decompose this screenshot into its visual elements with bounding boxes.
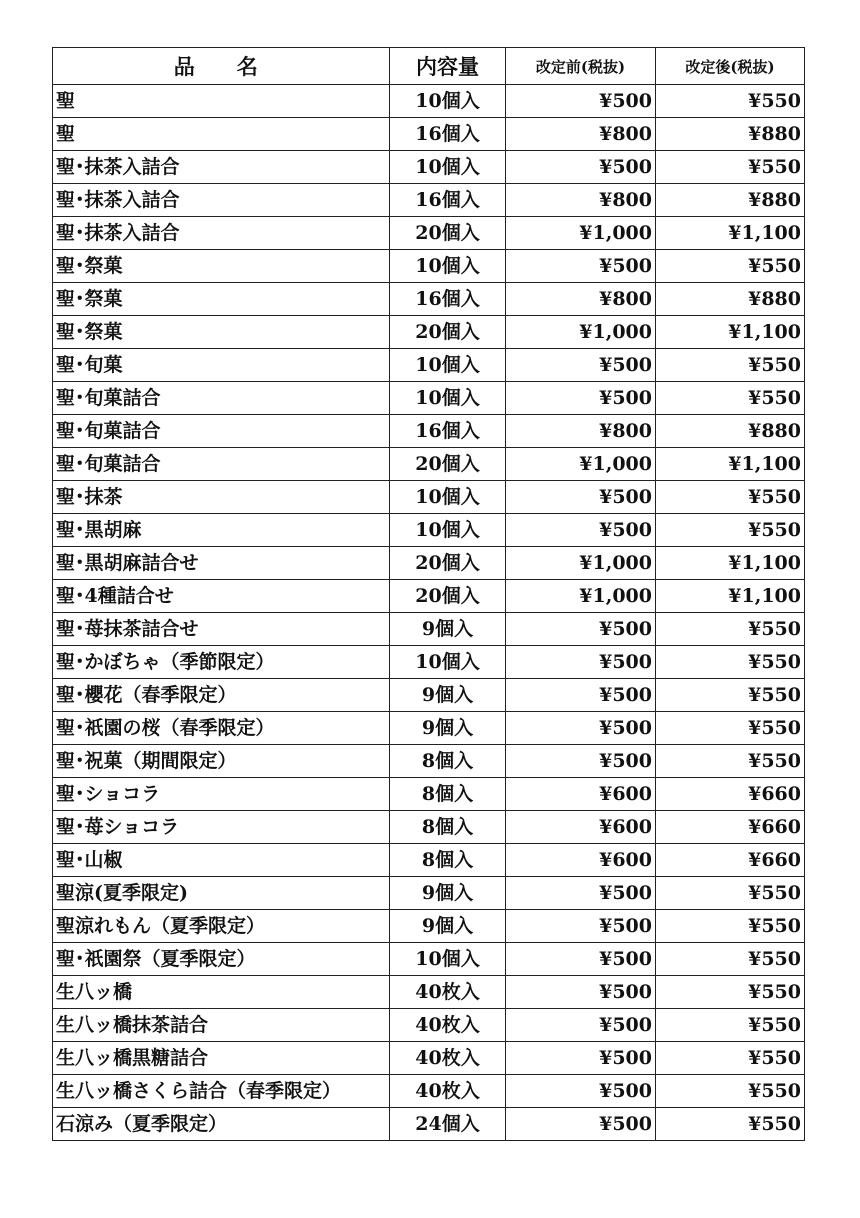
quantity-cell: 16個入	[390, 283, 506, 316]
quantity-cell: 10個入	[390, 382, 506, 415]
price-before-cell: ¥500	[506, 613, 656, 646]
quantity-cell: 10個入	[390, 943, 506, 976]
price-before-cell: ¥500	[506, 712, 656, 745]
quantity-cell: 16個入	[390, 184, 506, 217]
price-before-cell: ¥500	[506, 646, 656, 679]
quantity-cell: 20個入	[390, 217, 506, 250]
product-name-cell: 聖	[53, 85, 390, 118]
product-name-cell: 聖･祇園の桜（春季限定）	[53, 712, 390, 745]
product-name-cell: 生八ッ橋	[53, 976, 390, 1009]
price-after-cell: ¥1,100	[656, 547, 805, 580]
price-after-cell: ¥550	[656, 877, 805, 910]
table-row	[53, 943, 805, 976]
price-after-cell: ¥660	[656, 844, 805, 877]
quantity-cell: 10個入	[390, 250, 506, 283]
table-row	[53, 151, 805, 184]
price-after-cell: ¥550	[656, 613, 805, 646]
product-name-cell: 聖･祭菓	[53, 283, 390, 316]
table-row	[53, 1009, 805, 1042]
quantity-cell: 10個入	[390, 349, 506, 382]
product-name-cell: 聖･ショコラ	[53, 778, 390, 811]
table-row	[53, 514, 805, 547]
price-after-cell: ¥880	[656, 118, 805, 151]
price-before-cell: ¥500	[506, 481, 656, 514]
table-row	[53, 679, 805, 712]
quantity-cell: 10個入	[390, 481, 506, 514]
quantity-cell: 8個入	[390, 811, 506, 844]
price-before-cell: ¥500	[506, 85, 656, 118]
product-name-cell: 聖･櫻花（春季限定）	[53, 679, 390, 712]
price-before-cell: ¥500	[506, 679, 656, 712]
quantity-cell: 16個入	[390, 415, 506, 448]
quantity-cell: 40枚入	[390, 1009, 506, 1042]
header-price-after: 改定後(税抜)	[656, 48, 805, 85]
product-name-cell: 聖･黒胡麻	[53, 514, 390, 547]
product-name-cell: 石涼み（夏季限定）	[53, 1108, 390, 1141]
table-row	[53, 580, 805, 613]
price-after-cell: ¥550	[656, 349, 805, 382]
product-name-cell: 聖･苺抹茶詰合せ	[53, 613, 390, 646]
price-after-cell: ¥550	[656, 151, 805, 184]
quantity-cell: 8個入	[390, 844, 506, 877]
price-after-cell: ¥660	[656, 811, 805, 844]
price-after-cell: ¥880	[656, 184, 805, 217]
price-after-cell: ¥550	[656, 679, 805, 712]
price-before-cell: ¥500	[506, 514, 656, 547]
price-after-cell: ¥550	[656, 382, 805, 415]
quantity-cell: 20個入	[390, 580, 506, 613]
table-row	[53, 118, 805, 151]
price-before-cell: ¥800	[506, 118, 656, 151]
table-body	[53, 85, 805, 1141]
price-after-cell: ¥550	[656, 646, 805, 679]
quantity-cell: 9個入	[390, 679, 506, 712]
price-before-cell: ¥500	[506, 943, 656, 976]
price-before-cell: ¥1,000	[506, 547, 656, 580]
table-row	[53, 448, 805, 481]
header-product-name: 品 名	[53, 48, 390, 85]
price-before-cell: ¥500	[506, 1042, 656, 1075]
product-name-cell: 聖･旬菓詰合	[53, 415, 390, 448]
quantity-cell: 10個入	[390, 85, 506, 118]
price-before-cell: ¥500	[506, 877, 656, 910]
product-name-cell: 聖涼れもん（夏季限定）	[53, 910, 390, 943]
product-name-cell: 聖･抹茶入詰合	[53, 151, 390, 184]
table-row	[53, 250, 805, 283]
quantity-cell: 9個入	[390, 712, 506, 745]
price-after-cell: ¥550	[656, 250, 805, 283]
price-after-cell: ¥550	[656, 514, 805, 547]
price-after-cell: ¥550	[656, 1042, 805, 1075]
price-before-cell: ¥500	[506, 1009, 656, 1042]
price-before-cell: ¥800	[506, 283, 656, 316]
table-row	[53, 976, 805, 1009]
table-row	[53, 1075, 805, 1108]
product-name-cell: 聖	[53, 118, 390, 151]
price-after-cell: ¥880	[656, 415, 805, 448]
quantity-cell: 40枚入	[390, 1042, 506, 1075]
header-quantity: 内容量	[390, 48, 506, 85]
quantity-cell: 16個入	[390, 118, 506, 151]
table-row	[53, 910, 805, 943]
price-before-cell: ¥1,000	[506, 448, 656, 481]
product-name-cell: 聖･黒胡麻詰合せ	[53, 547, 390, 580]
product-name-cell: 聖･祭菓	[53, 316, 390, 349]
price-after-cell: ¥1,100	[656, 217, 805, 250]
table-row	[53, 1042, 805, 1075]
table-row	[53, 85, 805, 118]
quantity-cell: 10個入	[390, 151, 506, 184]
price-after-cell: ¥550	[656, 85, 805, 118]
table-row	[53, 217, 805, 250]
quantity-cell: 40枚入	[390, 976, 506, 1009]
table-row	[53, 844, 805, 877]
table-row	[53, 547, 805, 580]
price-before-cell: ¥1,000	[506, 580, 656, 613]
table-row	[53, 778, 805, 811]
product-name-cell: 生八ッ橋さくら詰合（春季限定）	[53, 1075, 390, 1108]
price-before-cell: ¥500	[506, 349, 656, 382]
table-row	[53, 415, 805, 448]
table-row	[53, 613, 805, 646]
price-before-cell: ¥1,000	[506, 316, 656, 349]
quantity-cell: 8個入	[390, 778, 506, 811]
table-row	[53, 646, 805, 679]
table-row	[53, 481, 805, 514]
table-row	[53, 349, 805, 382]
quantity-cell: 9個入	[390, 613, 506, 646]
price-after-cell: ¥880	[656, 283, 805, 316]
price-before-cell: ¥500	[506, 1108, 656, 1141]
table-row	[53, 712, 805, 745]
quantity-cell: 20個入	[390, 448, 506, 481]
price-before-cell: ¥1,000	[506, 217, 656, 250]
price-before-cell: ¥600	[506, 778, 656, 811]
product-name-cell: 聖･山椒	[53, 844, 390, 877]
quantity-cell: 20個入	[390, 316, 506, 349]
table-row	[53, 811, 805, 844]
price-before-cell: ¥500	[506, 151, 656, 184]
price-before-cell: ¥500	[506, 382, 656, 415]
price-after-cell: ¥1,100	[656, 448, 805, 481]
price-after-cell: ¥660	[656, 778, 805, 811]
price-before-cell: ¥500	[506, 976, 656, 1009]
product-name-cell: 生八ッ橋抹茶詰合	[53, 1009, 390, 1042]
quantity-cell: 10個入	[390, 646, 506, 679]
product-name-cell: 聖･かぼちゃ（季節限定）	[53, 646, 390, 679]
quantity-cell: 20個入	[390, 547, 506, 580]
price-after-cell: ¥550	[656, 745, 805, 778]
product-name-cell: 聖涼(夏季限定)	[53, 877, 390, 910]
product-name-cell: 聖･4種詰合せ	[53, 580, 390, 613]
quantity-cell: 10個入	[390, 514, 506, 547]
price-before-cell: ¥500	[506, 745, 656, 778]
header-price-before: 改定前(税抜)	[506, 48, 656, 85]
product-name-cell: 聖･抹茶	[53, 481, 390, 514]
product-name-cell: 聖･苺ショコラ	[53, 811, 390, 844]
price-after-cell: ¥550	[656, 1075, 805, 1108]
table-row	[53, 382, 805, 415]
price-before-cell: ¥600	[506, 844, 656, 877]
price-before-cell: ¥600	[506, 811, 656, 844]
quantity-cell: 24個入	[390, 1108, 506, 1141]
price-before-cell: ¥500	[506, 250, 656, 283]
price-revision-table	[52, 47, 805, 1141]
price-after-cell: ¥550	[656, 943, 805, 976]
table-row	[53, 745, 805, 778]
product-name-cell: 聖･旬菓詰合	[53, 382, 390, 415]
price-after-cell: ¥550	[656, 910, 805, 943]
table-row	[53, 877, 805, 910]
price-before-cell: ¥800	[506, 184, 656, 217]
product-name-cell: 聖･抹茶入詰合	[53, 184, 390, 217]
price-after-cell: ¥550	[656, 481, 805, 514]
product-name-cell: 聖･祇園祭（夏季限定）	[53, 943, 390, 976]
table-row	[53, 1108, 805, 1141]
quantity-cell: 8個入	[390, 745, 506, 778]
table-row	[53, 283, 805, 316]
price-before-cell: ¥500	[506, 910, 656, 943]
price-after-cell: ¥1,100	[656, 316, 805, 349]
quantity-cell: 40枚入	[390, 1075, 506, 1108]
quantity-cell: 9個入	[390, 877, 506, 910]
price-after-cell: ¥1,100	[656, 580, 805, 613]
price-after-cell: ¥550	[656, 712, 805, 745]
product-name-cell: 生八ッ橋黒糖詰合	[53, 1042, 390, 1075]
table-row	[53, 316, 805, 349]
table-row	[53, 184, 805, 217]
price-after-cell: ¥550	[656, 976, 805, 1009]
price-before-cell: ¥500	[506, 1075, 656, 1108]
product-name-cell: 聖･抹茶入詰合	[53, 217, 390, 250]
product-name-cell: 聖･旬菓詰合	[53, 448, 390, 481]
price-after-cell: ¥550	[656, 1108, 805, 1141]
header-row	[53, 48, 805, 85]
price-after-cell: ¥550	[656, 1009, 805, 1042]
product-name-cell: 聖･祝菓（期間限定）	[53, 745, 390, 778]
quantity-cell: 9個入	[390, 910, 506, 943]
price-before-cell: ¥800	[506, 415, 656, 448]
product-name-cell: 聖･祭菓	[53, 250, 390, 283]
product-name-cell: 聖･旬菓	[53, 349, 390, 382]
